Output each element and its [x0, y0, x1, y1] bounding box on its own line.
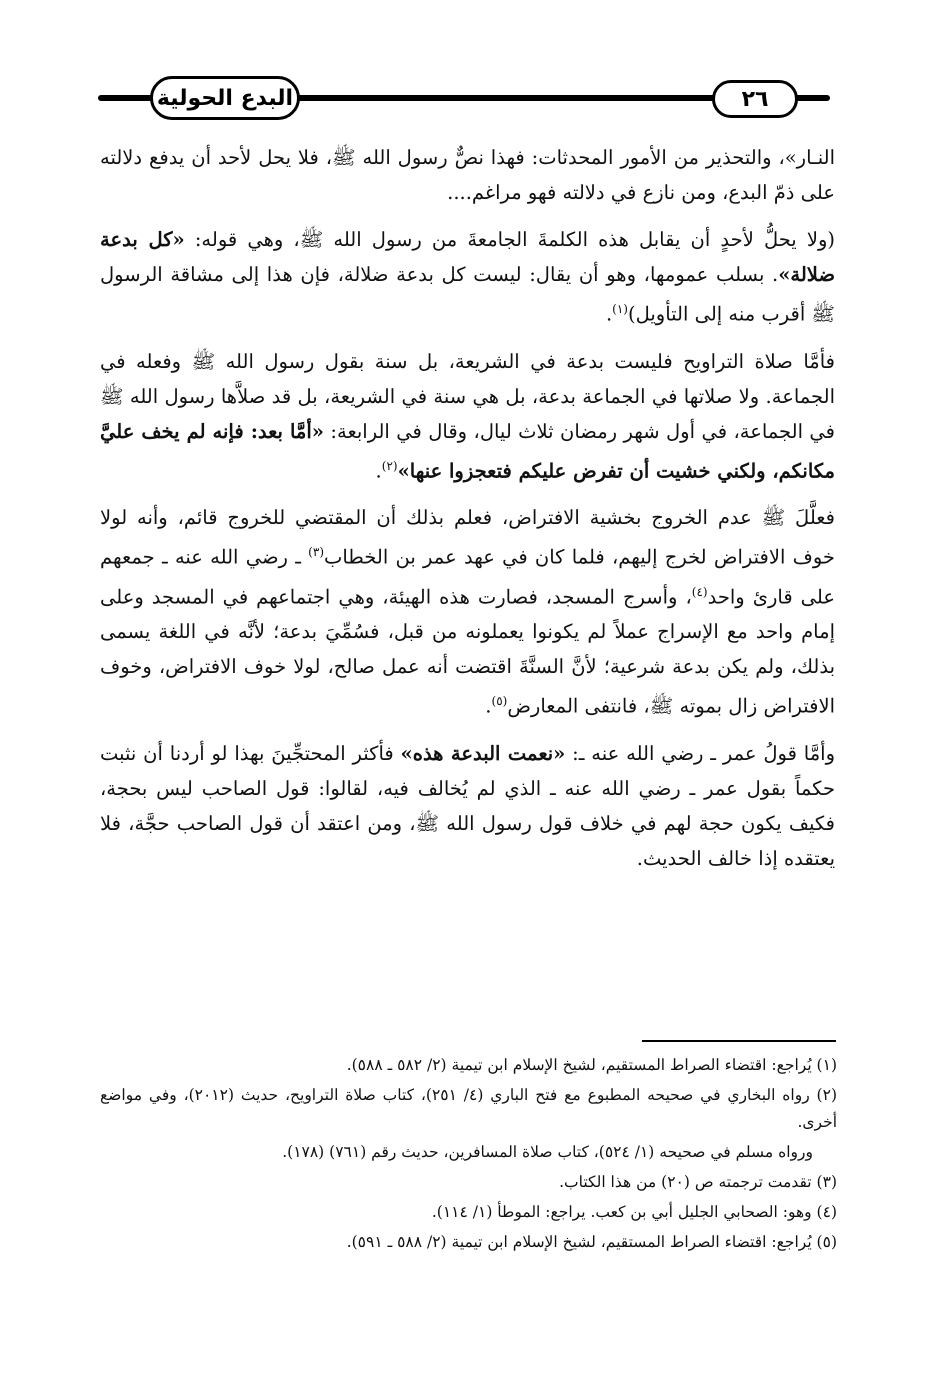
body-text — [100, 140, 835, 876]
quotation: «أمَّا بعد: فإنه لم يخف عليَّ مكانكم، ولكني خشيت أن تفرض عليكم فتعجزوا عنها» — [100, 419, 835, 482]
text-run: . — [485, 694, 492, 718]
text-run: ـ رضي الله عنه ـ جمعهم على قارئ واحد — [100, 545, 835, 608]
footnote: (٤) وهو: الصحابي الجليل أبي بن كعب. يراجع: الموطأ (١/ ١١٤). — [431, 1203, 837, 1221]
quotation: «نعمت البدعة هذه» — [400, 741, 566, 765]
footnote-separator — [642, 1040, 836, 1042]
footnote: (٢) رواه البخاري في صحيحه المطبوع مع فتح الباري (٤/ ٢٥١)، كتاب صلاة التراويح، حديث (٢٠١٢)، وفي مواضع أخرى. — [100, 1086, 837, 1131]
paragraph — [100, 344, 835, 489]
text-run: . — [375, 459, 382, 482]
text-run: وأمَّا قولُ عمر ـ رضي الله عنه ـ: — [565, 741, 835, 765]
paragraph — [100, 222, 835, 332]
footnote: (٣) تقدمت ترجمته ص (٢٠) من هذا الكتاب. — [559, 1173, 837, 1191]
text-run: فعلَّلَ ﷺ عدم الخروج بخشية الافتراض، فعلم بذلك أن المقتضي للخروج قائم، وأنه لولا خوف الافتراض لخرج إليهم، فلما كان في عهد عمر بن الخطاب — [100, 506, 835, 569]
footnote-ref: (٥) — [491, 694, 508, 708]
footnote-ref: (٤) — [691, 584, 708, 599]
page-number: ٢٦ — [712, 80, 798, 118]
running-title: البدع الحولية — [150, 76, 300, 120]
header-rule-middle — [292, 95, 724, 101]
paragraph — [100, 736, 835, 876]
footnote: (١) يُراجع: اقتضاء الصراط المستقيم، لشيخ الإسلام ابن تيمية (٢/ ٥٨٢ ـ ٥٨٨). — [346, 1056, 837, 1074]
footnote-ref: (٢) — [381, 458, 398, 473]
quotation: «كل بدعة ضلالة» — [100, 228, 835, 286]
text-run: ، وأسرج المسجد، فصارت هذه الهيئة، وهي اجتماعهم في المسجد وعلى إمام واحد مع الإسراج عملاً لم يكونوا يعملونه من قبل، فسُمِّيَ بدعة؛ لأنَّه في اللغة يسمى بذلك، ولم يكن بدعة شرعية؛ لأنَّ السنَّةَ اقتضت أنه عمل صالح، لولا خوف الافتراض، وخوف الافتراض زال بموته ﷺ، فانتفى المعارض — [100, 585, 835, 718]
paragraph — [100, 140, 835, 210]
text-run: فأكثر المحتجِّينَ بهذا لو أردنا أن نثبت حكماً بقول عمر ـ رضي الله عنه ـ الذي لم يُخالف فيه، لقالوا: قول الصاحب ليس بحجة، فكيف يكون حجة لهم في خلاف قول رسول الله ﷺ، ومن اعتقد أن قول الصاحب حجَّة، فلا يعتقده إذا خالف الحديث. — [100, 741, 835, 870]
footnote: (٥) يُراجع: اقتضاء الصراط المستقيم، لشيخ الإسلام ابن تيمية (٢/ ٥٨٨ ـ ٥٩١). — [346, 1233, 837, 1251]
footnote: ورواه مسلم في صحيحه (١/ ٥٢٤)، كتاب صلاة المسافرين، حديث رقم (٧٦١) (١٧٨). — [282, 1143, 813, 1161]
text-run: النـار»، والتحذير من الأمور المحدثات: فهذا نصٌّ رسول الله ﷺ، فلا يحل لأحد أن يدفع دلالته على ذمّ البدع، ومن نازع في دلالته فهو مراغم.... — [100, 146, 835, 204]
text-run: . بسلب عمومها، وهو أن يقال: ليست كل بدعة ضلالة، فإن هذا إلى مشاقة الرسول ﷺ أقرب منه إلى التأويل) — [100, 263, 835, 326]
text-run: فأمَّا صلاة التراويح فليست بدعة في الشريعة، بل سنة بقول رسول الله ﷺ وفعله في الجماعة. ولا صلاتها في الجماعة بدعة، بل هي سنة في الشريعة، بل قد صلاَّها رسول الله ﷺ في الجماعة، في أول شهر رمضان ثلاث ليال، وقال في الرابعة: — [100, 349, 836, 443]
footnote-ref: (١) — [612, 302, 628, 316]
footnotes — [100, 1052, 837, 1256]
footnote-ref: (٣) — [308, 545, 324, 559]
paragraph — [100, 500, 835, 724]
text-run: (ولا يحلُّ لأحدٍ أن يقابل هذه الكلمةَ الجامعةَ من رسول الله ﷺ، وهي قوله: — [184, 228, 836, 251]
text-run: . — [605, 302, 613, 326]
